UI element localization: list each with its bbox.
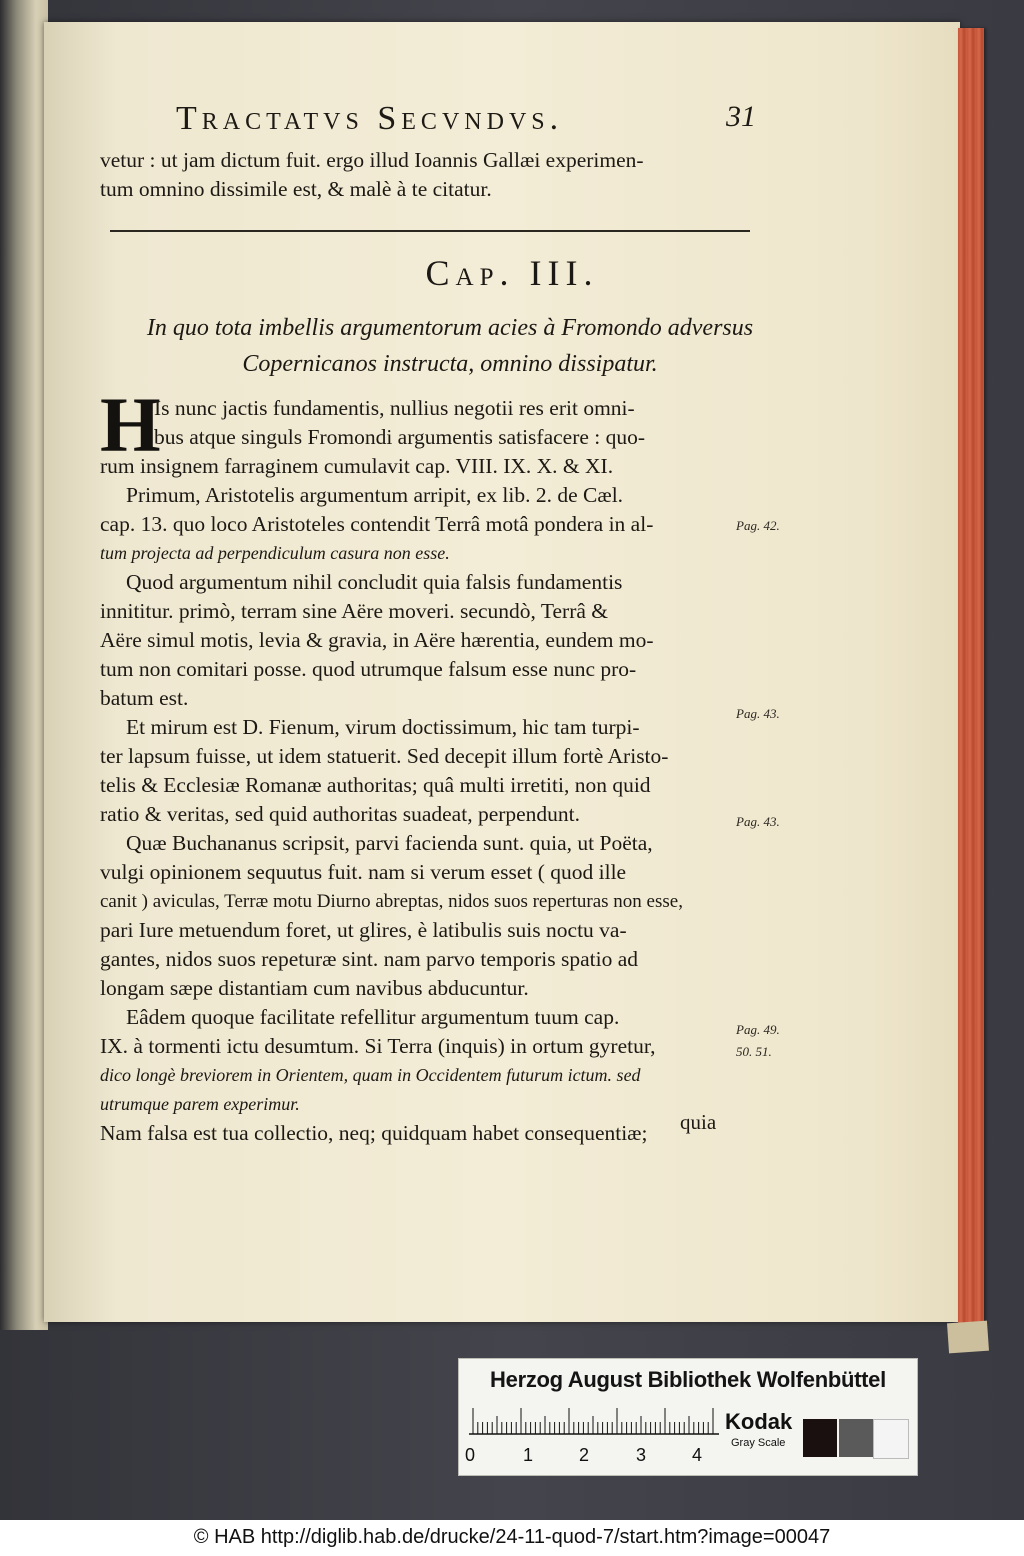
ruler-scale [469, 1407, 719, 1435]
text-line: pari Iure metuendum foret, ut glires, è latibulis suis noctu va- [100, 918, 627, 942]
margin-note: Pag. 49. [736, 1022, 780, 1037]
gray-swatch-black [803, 1419, 837, 1457]
text-line: bus atque singuls Fromondi argumentis satisfacere : quo- [154, 425, 646, 449]
margin-note: Pag. 43. [736, 706, 780, 721]
page-number: 31 [726, 100, 756, 133]
text-line: ter lapsum fuisse, ut idem statuerit. Sed decepit illum fortè Aristo- [100, 744, 669, 768]
text-line: vetur : ut jam dictum fuit. ergo illud Ioannis Gallæi experimen- [100, 148, 644, 172]
ruler-number: 2 [579, 1445, 590, 1465]
ruler-number: 4 [692, 1445, 703, 1465]
text-line: tum non comitari posse. quod utrumque falsum esse nunc pro- [100, 657, 637, 681]
main-text [100, 381, 760, 1148]
text-line: utrumque parem experimur. [100, 1094, 300, 1114]
kodak-logo: Kodak [725, 1409, 793, 1434]
running-head [176, 100, 756, 140]
text-line: tum projecta ad perpendiculum casura non esse. [100, 543, 450, 563]
text-line: telis & Ecclesiæ Romanæ authoritas; quâ multi irretiti, non quid [100, 773, 651, 797]
text-line: Is nunc jactis fundamentis, nullius negotii res erit omni- [154, 396, 635, 420]
text-line: ratio & veritas, sed quid authoritas suadeat, perpendunt. [100, 802, 581, 826]
text-line: Quæ Buchananus scripsit, parvi facienda sunt. quia, ut Poëta, [126, 831, 653, 855]
running-title: Tractatvs Secvndvs. [176, 100, 564, 137]
library-name: Herzog August Bibliothek Wolfenbüttel [490, 1367, 886, 1392]
horizontal-rule [110, 230, 750, 232]
text-line: Primum, Aristotelis argumentum arripit, ex lib. 2. de Cæl. [126, 483, 624, 507]
red-fore-edge [958, 28, 984, 1344]
book-spine-edge [0, 0, 48, 1330]
ruler-number: 1 [523, 1445, 534, 1465]
text-line: innititur. primò, terram sine Aëre moveri. secundò, Terrâ & [100, 599, 608, 623]
chapter-title: Cap. III. [425, 253, 599, 293]
library-color-card [458, 1358, 918, 1476]
text-line: canit ) aviculas, Terræ motu Diurno abreptas, nidos suos reperturas non esse, [100, 891, 683, 912]
text-line: Nam falsa est tua collectio, neq; quidquam habet consequentiæ; [100, 1121, 648, 1145]
text-line: Et mirum est D. Fienum, virum doctissimum, hic tam turpi- [126, 715, 640, 739]
copyright-url: © HAB http://diglib.hab.de/drucke/24-11-quod-7/start.htm?image=00047 [193, 1526, 831, 1548]
text-line: cap. 13. quo loco Aristoteles contendit Terrâ motâ pondera in al- [100, 512, 654, 536]
drop-capital: H [100, 381, 161, 468]
text-line: vulgi opinionem sequutus fuit. nam si verum esset ( quod ille [100, 860, 627, 884]
ruler-number: 3 [636, 1445, 647, 1465]
text-line: Aëre simul motis, levia & gravia, in Aëre hærentia, eundem mo- [100, 628, 654, 652]
text-line: longam sæpe distantiam cum navibus abducuntur. [100, 976, 529, 1000]
catchword: quia [680, 1110, 717, 1134]
text-line: gantes, nidos suos repeturæ sint. nam parvo temporis spatio ad [100, 947, 639, 971]
chapter-subtitle-line: Copernicanos instructa, omnino dissipatur. [242, 351, 658, 377]
ruler-number: 0 [465, 1445, 476, 1465]
text-line: tum omnino dissimile est, & malè à te citatur. [100, 177, 492, 201]
text-line: IX. à tormenti ictu desumtum. Si Terra (inquis) in ortum gyretur, [100, 1034, 656, 1058]
chapter-subtitle [100, 310, 800, 382]
gray-scale-label: Gray Scale [731, 1437, 786, 1449]
text-line: Quod argumentum nihil concludit quia falsis fundamentis [126, 570, 623, 594]
text-line: Eâdem quoque facilitate refellitur argumentum tuum cap. [126, 1005, 620, 1029]
gray-swatch-dark [839, 1419, 873, 1457]
chapter-subtitle-line: In quo tota imbellis argumentorum acies à Fromondo adversus [146, 315, 754, 341]
text-line: batum est. [100, 686, 189, 710]
top-paragraph [100, 146, 760, 204]
text-line: rum insignem farraginem cumulavit cap. VIII. IX. X. & XI. [100, 454, 614, 478]
text-line: dico longè breviorem in Orientem, quam in Occidentem futurum ictum. sed [100, 1065, 641, 1085]
margin-note: 50. 51. [736, 1044, 772, 1059]
margin-note: Pag. 42. [736, 518, 780, 533]
margin-note: Pag. 43. [736, 814, 780, 829]
gray-swatch-white [873, 1419, 909, 1459]
